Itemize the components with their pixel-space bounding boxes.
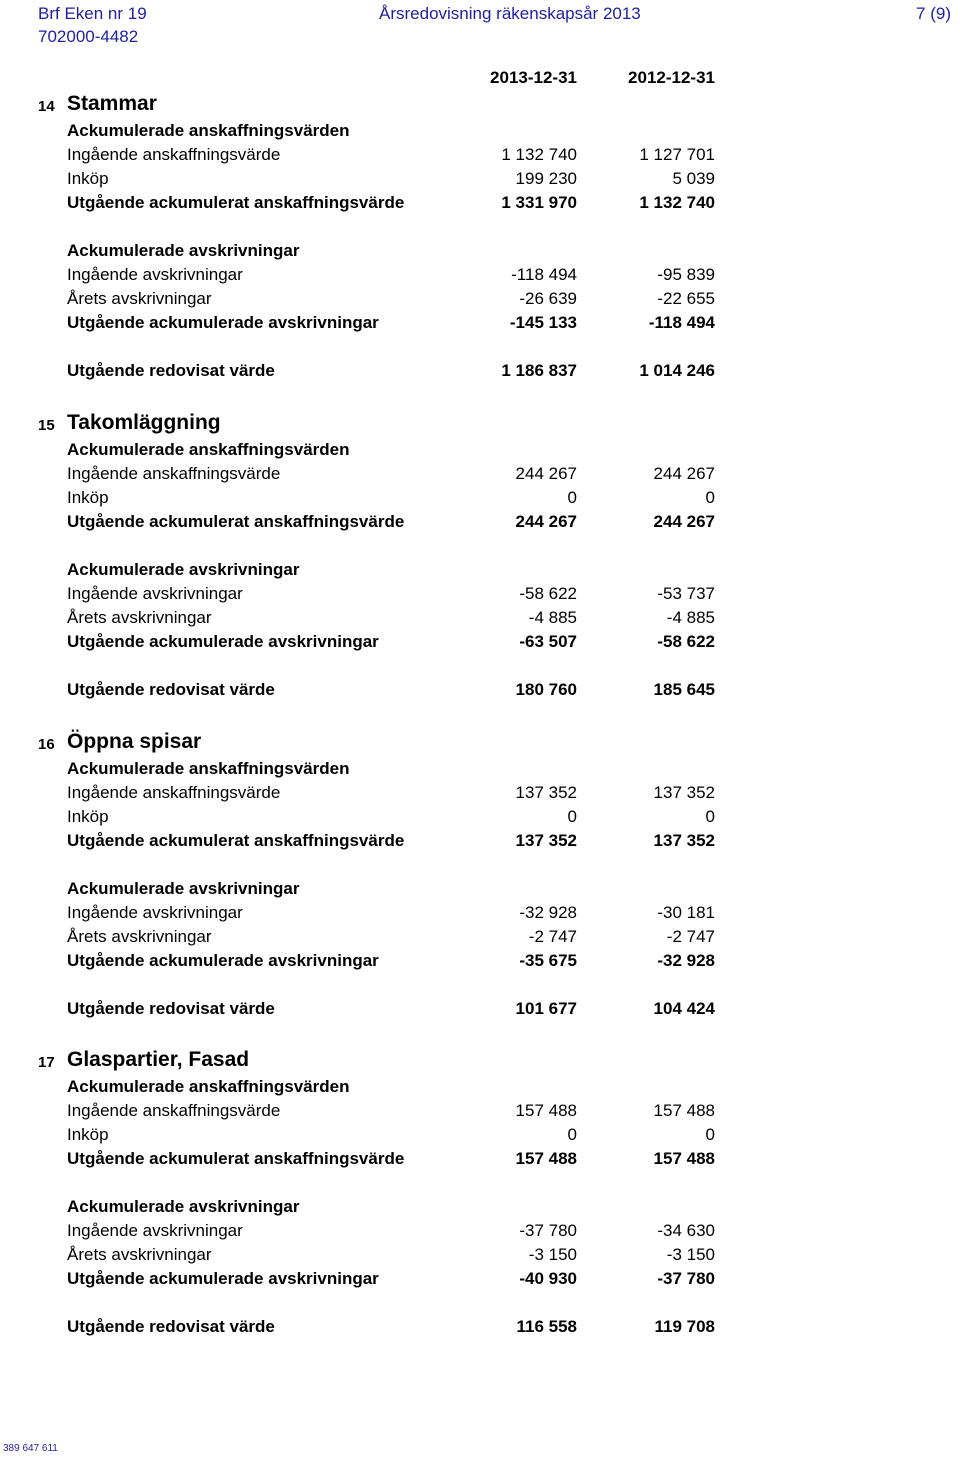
table-row: [0, 239, 960, 263]
row-label: Ackumulerade anskaffningsvärden: [67, 440, 350, 459]
row-label: Årets avskrivningar: [67, 289, 212, 308]
table-row: [0, 510, 960, 534]
row-label: Utgående ackumulerade avskrivningar: [67, 1269, 379, 1288]
value-2013: -2 747: [528, 927, 577, 946]
value-2013: 0: [567, 807, 577, 826]
table-row: [0, 438, 960, 462]
row-label: Inköp: [67, 807, 109, 826]
note-title: Glaspartier, Fasad: [67, 1048, 250, 1071]
table-row: [0, 1075, 960, 1099]
value-2013: 180 760: [515, 680, 577, 699]
row-label: Ingående avskrivningar: [67, 265, 243, 284]
value-2012: -2 747: [666, 927, 715, 946]
table-row: [0, 901, 960, 925]
row-label: Ingående anskaffningsvärde: [67, 464, 281, 483]
value-2012: 185 645: [653, 680, 715, 699]
row-label: Utgående redovisat värde: [67, 999, 275, 1018]
value-2012: 1 014 246: [639, 361, 715, 380]
value-2013: 157 488: [515, 1101, 577, 1120]
value-2013: 1 132 740: [501, 145, 577, 164]
row-label: Utgående ackumulerade avskrivningar: [67, 632, 379, 651]
value-2012: 0: [705, 807, 715, 826]
document-title: Årsredovisning räkenskapsår 2013: [379, 4, 641, 23]
value-2013: 137 352: [515, 831, 577, 850]
value-2012: 137 352: [653, 783, 715, 802]
table-row: [0, 462, 960, 486]
note-number: 15: [38, 417, 55, 434]
footer-code: 389 647 611: [3, 1443, 58, 1454]
row-label: Ingående anskaffningsvärde: [67, 783, 281, 802]
value-2013: 199 230: [515, 169, 577, 188]
table-row: [0, 1267, 960, 1291]
value-2013: 1 186 837: [501, 361, 577, 380]
value-2012: -4 885: [666, 608, 715, 627]
note-title: Takomläggning: [67, 411, 221, 434]
value-2013: 244 267: [515, 464, 577, 483]
value-2012: -95 839: [657, 265, 715, 284]
note-number: 16: [38, 736, 55, 753]
value-2012: -58 622: [657, 632, 715, 651]
value-2013: -37 780: [519, 1221, 577, 1240]
value-2013: -35 675: [519, 951, 577, 970]
row-label: Årets avskrivningar: [67, 608, 212, 627]
row-label: Ackumulerade anskaffningsvärden: [67, 121, 350, 140]
row-label: Ingående avskrivningar: [67, 903, 243, 922]
table-row: [0, 311, 960, 335]
value-2013: -26 639: [519, 289, 577, 308]
row-label: Utgående ackumulerat anskaffningsvärde: [67, 1149, 405, 1168]
row-label: Utgående ackumulerade avskrivningar: [67, 951, 379, 970]
row-label: Ackumulerade avskrivningar: [67, 241, 300, 260]
table-row: [0, 167, 960, 191]
value-2013: 137 352: [515, 783, 577, 802]
row-label: Ingående anskaffningsvärde: [67, 145, 281, 164]
value-2012: 119 708: [654, 1317, 715, 1336]
value-2013: -32 928: [519, 903, 577, 922]
row-label: Ackumulerade avskrivningar: [67, 879, 300, 898]
row-label: Inköp: [67, 169, 109, 188]
table-row: [0, 1123, 960, 1147]
row-label: Ingående avskrivningar: [67, 1221, 243, 1240]
table-row: [0, 925, 960, 949]
row-label: Inköp: [67, 488, 109, 507]
value-2012: 244 267: [653, 464, 715, 483]
row-label: Ackumulerade avskrivningar: [67, 1197, 300, 1216]
value-2013: 0: [567, 488, 577, 507]
row-label: Ingående anskaffningsvärde: [67, 1101, 281, 1120]
org-name: Brf Eken nr 19: [38, 4, 147, 23]
table-row: [0, 1315, 960, 1339]
table-row: [0, 877, 960, 901]
value-2012: -30 181: [657, 903, 715, 922]
value-2013: -58 622: [519, 584, 577, 603]
value-2012: 157 488: [653, 1101, 715, 1120]
table-row: [0, 630, 960, 654]
value-2012: 5 039: [672, 169, 715, 188]
value-2012: 1 127 701: [639, 145, 715, 164]
value-2013: -118 494: [511, 265, 577, 284]
value-2012: -53 737: [657, 584, 715, 603]
row-label: Ackumulerade avskrivningar: [67, 560, 300, 579]
value-2012: 137 352: [653, 831, 715, 850]
table-row: [0, 805, 960, 829]
table-row: [0, 1219, 960, 1243]
table-row: [0, 678, 960, 702]
value-2012: 157 488: [653, 1149, 715, 1168]
table-row: [0, 263, 960, 287]
table-row: [0, 949, 960, 973]
table-row: [0, 191, 960, 215]
table-row: [0, 486, 960, 510]
note-title: Öppna spisar: [67, 730, 202, 753]
row-label: Utgående redovisat värde: [67, 1317, 275, 1336]
value-2013: 116 558: [516, 1317, 577, 1336]
row-label: Årets avskrivningar: [67, 927, 212, 946]
value-2012: 244 267: [653, 512, 715, 531]
row-label: Utgående redovisat värde: [67, 361, 275, 380]
table-row: [0, 757, 960, 781]
value-2012: -37 780: [657, 1269, 715, 1288]
row-label: Årets avskrivningar: [67, 1245, 212, 1264]
value-2013: 101 677: [515, 999, 577, 1018]
row-label: Utgående ackumulerade avskrivningar: [67, 313, 379, 332]
value-2012: -22 655: [657, 289, 715, 308]
row-label: Utgående ackumulerat anskaffningsvärde: [67, 193, 405, 212]
table-row: [0, 359, 960, 383]
table-row: [0, 829, 960, 853]
table-row: [0, 997, 960, 1021]
value-2012: 0: [705, 488, 715, 507]
value-2012: 1 132 740: [639, 193, 715, 212]
column-header-2012: 2012-12-31: [628, 68, 715, 87]
row-label: Ackumulerade anskaffningsvärden: [67, 1077, 350, 1096]
row-label: Inköp: [67, 1125, 109, 1144]
value-2012: 0: [705, 1125, 715, 1144]
value-2012: -34 630: [657, 1221, 715, 1240]
value-2013: 157 488: [515, 1149, 577, 1168]
org-number: 702000-4482: [38, 27, 139, 46]
row-label: Utgående ackumulerat anskaffningsvärde: [67, 512, 405, 531]
table-row: [0, 1243, 960, 1267]
table-row: [0, 1099, 960, 1123]
value-2013: -63 507: [519, 632, 577, 651]
value-2012: -32 928: [657, 951, 715, 970]
table-row: [0, 1195, 960, 1219]
value-2013: 1 331 970: [501, 193, 577, 212]
value-2013: 0: [567, 1125, 577, 1144]
row-label: Ingående avskrivningar: [67, 584, 243, 603]
value-2013: -3 150: [528, 1245, 577, 1264]
column-header-2013: 2013-12-31: [490, 68, 577, 87]
value-2012: 104 424: [653, 999, 715, 1018]
note-number: 17: [38, 1054, 55, 1071]
value-2013: -145 133: [509, 313, 577, 332]
note-title: Stammar: [67, 92, 157, 115]
table-row: [0, 558, 960, 582]
page-number: 7 (9): [916, 4, 951, 23]
table-row: [0, 781, 960, 805]
row-label: Utgående redovisat värde: [67, 680, 275, 699]
table-row: [0, 143, 960, 167]
value-2012: -3 150: [666, 1245, 715, 1264]
table-row: [0, 1147, 960, 1171]
row-label: Utgående ackumulerat anskaffningsvärde: [67, 831, 405, 850]
table-row: [0, 582, 960, 606]
table-row: [0, 287, 960, 311]
value-2013: -4 885: [528, 608, 577, 627]
table-row: [0, 119, 960, 143]
value-2012: -118 494: [648, 313, 715, 332]
value-2013: 244 267: [515, 512, 577, 531]
value-2013: -40 930: [519, 1269, 577, 1288]
row-label: Ackumulerade anskaffningsvärden: [67, 759, 350, 778]
table-row: [0, 606, 960, 630]
note-number: 14: [38, 98, 55, 115]
